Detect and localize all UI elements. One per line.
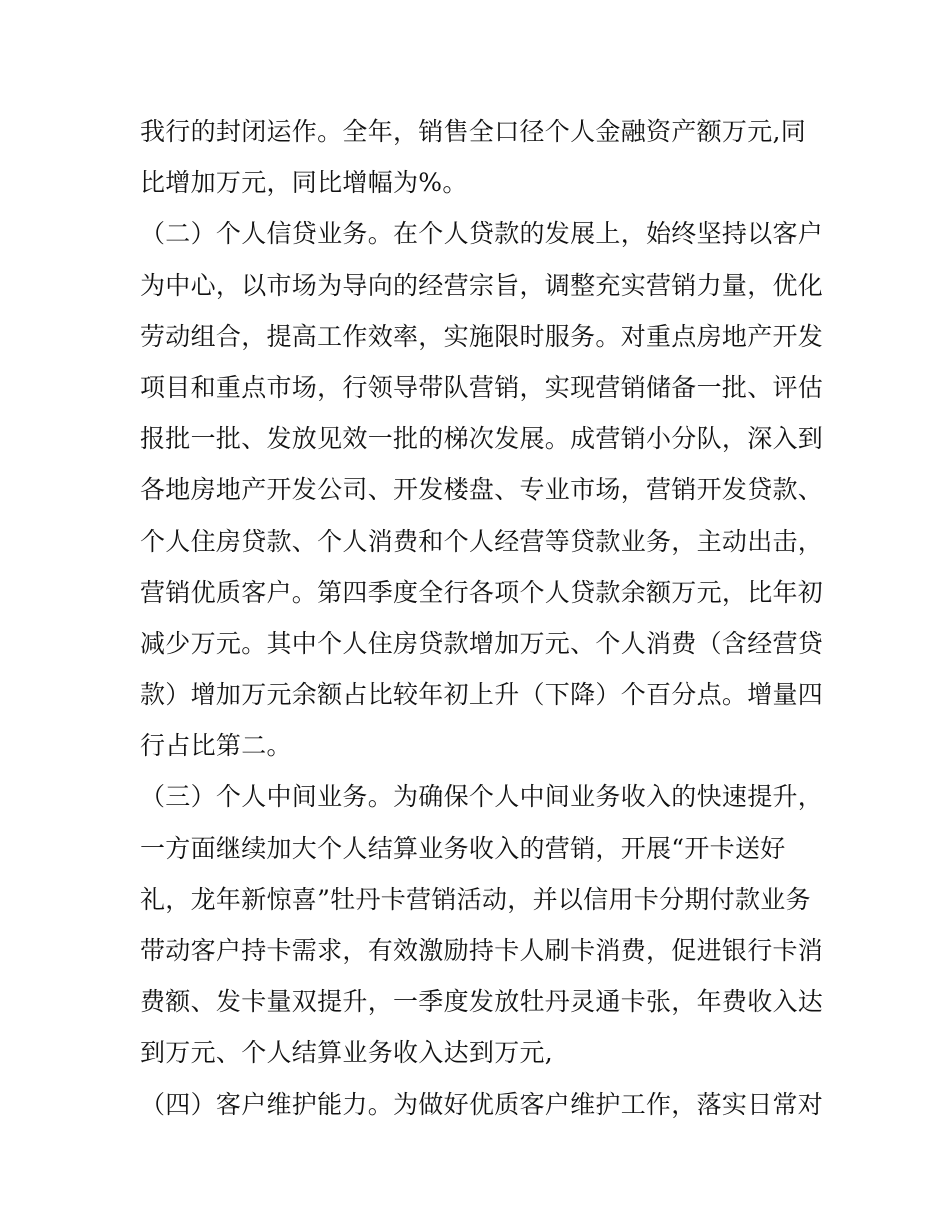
text-line: 各地房地产开发公司、开发楼盘、专业市场，营销开发贷款、 <box>140 475 824 505</box>
text-line: 为中心，以市场为导向的经营宗旨，调整充实营销力量，优化 <box>140 270 824 300</box>
text-line: 礼，龙年新惊喜”牡丹卡营销活动，并以信用卡分期付款业务 <box>140 884 811 914</box>
text-line: 行占比第二。 <box>140 731 292 761</box>
text-line: 一方面继续加大个人结算业务收入的营销，开展“开卡送好 <box>140 833 786 863</box>
text-line: 带动客户持卡需求，有效激励持卡人刷卡消费，促进银行卡消 <box>140 936 824 965</box>
text-line: 报批一批、发放见效一批的梯次发展。成营销小分队，深入到 <box>140 424 824 454</box>
text-line: 到万元、个人结算业务收入达到万元, <box>140 1038 554 1068</box>
document-body <box>140 106 824 1130</box>
text-line: 劳动组合，提高工作效率，实施限时服务。对重点房地产开发 <box>140 321 824 351</box>
text-line: （三）个人中间业务。为确保个人中间业务收入的快速提升， <box>140 782 824 812</box>
text-line: 项目和重点市场，行领导带队营销，实现营销储备一批、评估 <box>140 372 824 402</box>
text-line: 营销优质客户。第四季度全行各项个人贷款余额万元，比年初 <box>140 577 824 607</box>
text-line: 个人住房贷款、个人消费和个人经营等贷款业务，主动出击， <box>140 526 824 556</box>
text-line: 款）增加万元余额占比较年初上升（下降）个百分点。增量四 <box>140 680 824 710</box>
text-line: 费额、发卡量双提升，一季度发放牡丹灵通卡张，年费收入达 <box>140 987 824 1017</box>
text-line: 比增加万元，同比增幅为%。 <box>140 168 468 198</box>
text-line: （四）客户维护能力。为做好优质客户维护工作，落实日常对 <box>140 1089 824 1119</box>
text-line: 我行的封闭运作。全年，销售全口径个人金融资产额万元,同 <box>140 117 807 146</box>
text-line: 减少万元。其中个人住房贷款增加万元、个人消费（含经营贷 <box>140 628 824 658</box>
text-line: （二）个人信贷业务。在个人贷款的发展上，始终坚持以客户 <box>140 219 824 249</box>
